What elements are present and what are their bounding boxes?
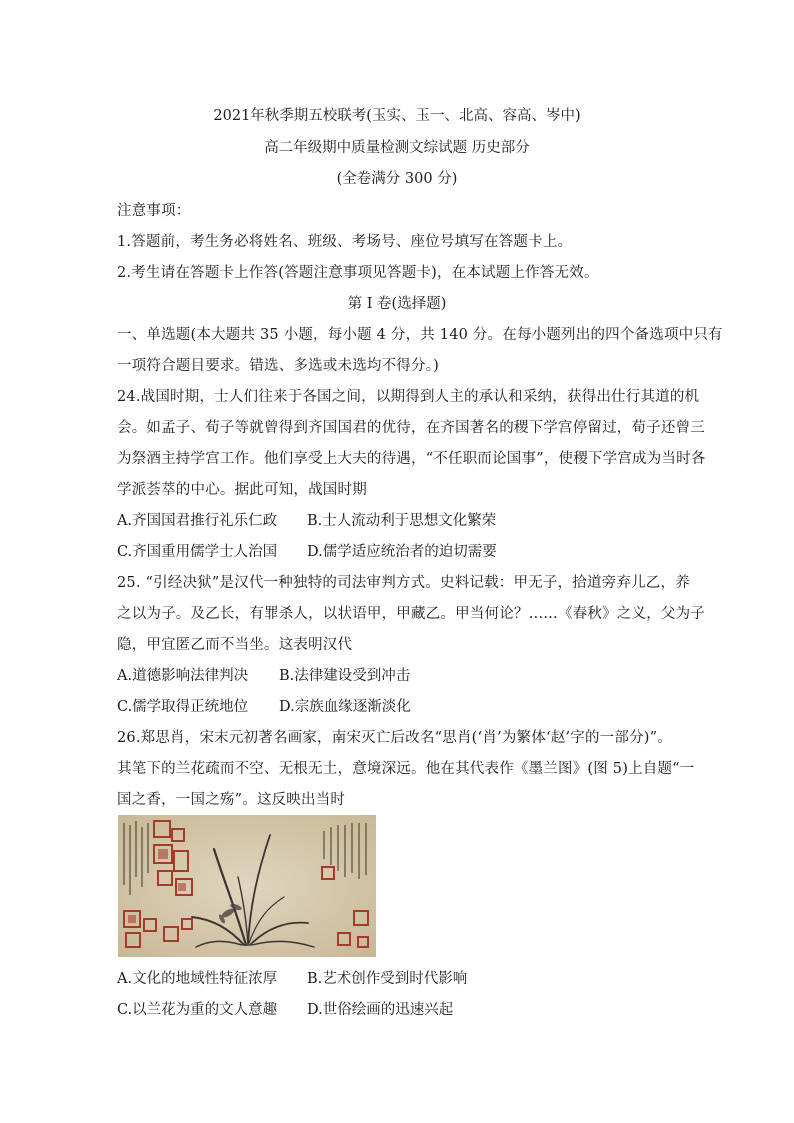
exam-header-line3: (全卷满分 300 分) xyxy=(336,171,458,187)
q25-option-d: D.宗族血缘逐渐淡化 xyxy=(279,699,411,715)
q24-option-a: A.齐国国君推行礼乐仁政 xyxy=(117,513,278,529)
q24-stem-line2: 会。如孟子、荀子等就曾得到齐国国君的优待，在齐国著名的稷下学宫停留过，荀子还曾三 xyxy=(117,420,705,436)
q24-stem-line3: 为祭酒主持学宫工作。他们享受上大夫的待遇，“不任职而论国事”，使稷下学宫成为当时各 xyxy=(117,451,706,467)
section-title: 第 I 卷(选择题) xyxy=(347,296,447,312)
exam-header-line2: 高二年级期中质量检测文综试题 历史部分 xyxy=(264,140,530,156)
q25-option-a: A.道德影响法律判决 xyxy=(117,668,249,684)
q24-stem-line4: 学派荟萃的中心。据此可知，战国时期 xyxy=(117,482,367,498)
q24-stem-line1: 24.战国时期，士人们往来于各国之间，以期得到人主的承认和采纳，获得出仕行其道的机 xyxy=(117,389,700,405)
q26-option-d: D.世俗绘画的迅速兴起 xyxy=(307,1002,454,1018)
q26-option-c: C.以兰花为重的文人意趣 xyxy=(117,1002,278,1018)
q25-stem-line1: 25. “引经决狱”是汉代一种独特的司法审判方式。史料记载：甲无子，拾道旁弃儿乙，养 xyxy=(117,575,690,591)
q26-stem-line2: 其笔下的兰花疏而不空、无根无土，意境深远。他在其代表作《墨兰图》(图 5)上自题“一 xyxy=(117,761,695,777)
q26-option-b: B.艺术创作受到时代影响 xyxy=(307,971,468,987)
q25-stem-line2: 之以为子。及乙长，有罪杀人，以状语甲，甲藏乙。甲当何论？……《春秋》之义，父为子 xyxy=(117,606,705,622)
notes-title: 注意事项： xyxy=(117,203,191,219)
q25-option-c: C.儒学取得正统地位 xyxy=(117,699,249,715)
q26-option-a: A.文化的地域性特征浓厚 xyxy=(117,971,278,987)
q24-option-c: C.齐国重用儒学士人治国 xyxy=(117,544,278,560)
q25-option-b: B.法律建设受到冲击 xyxy=(279,668,411,684)
orchid-painting-artwork xyxy=(118,815,376,957)
q26-stem-line1: 26.郑思肖，宋末元初著名画家，南宋灭亡后改名“思肖(‘肖’为繁体‘赵’字的一部分)”。 xyxy=(117,730,672,746)
orchid-ink-painting xyxy=(118,815,376,957)
section-desc-line1: 一、单选题(本大题共 35 小题，每小题 4 分，共 140 分。在每小题列出的四个备选项中只有 xyxy=(117,327,723,343)
notes-item-1: 1.答题前，考生务必将姓名、班级、考场号、座位号填写在答题卡上。 xyxy=(117,234,573,250)
q24-option-d: D.儒学适应统治者的迫切需要 xyxy=(307,544,497,560)
q25-stem-line3: 隐，甲宜匿乙而不当坐。这表明汉代 xyxy=(117,637,353,653)
q24-option-b: B.士人流动利于思想文化繁荣 xyxy=(307,513,497,529)
notes-item-2: 2.考生请在答题卡上作答(答题注意事项见答题卡)，在本试题上作答无效。 xyxy=(117,265,599,281)
exam-header-line1: 2021年秋季期五校联考(玉实、玉一、北高、容高、岑中) xyxy=(213,108,581,124)
q26-stem-line3: 国之香，一国之殇”。这反映出当时 xyxy=(117,792,346,808)
section-desc-line2: 一项符合题目要求。错选、多选或未选均不得分。) xyxy=(117,358,440,374)
